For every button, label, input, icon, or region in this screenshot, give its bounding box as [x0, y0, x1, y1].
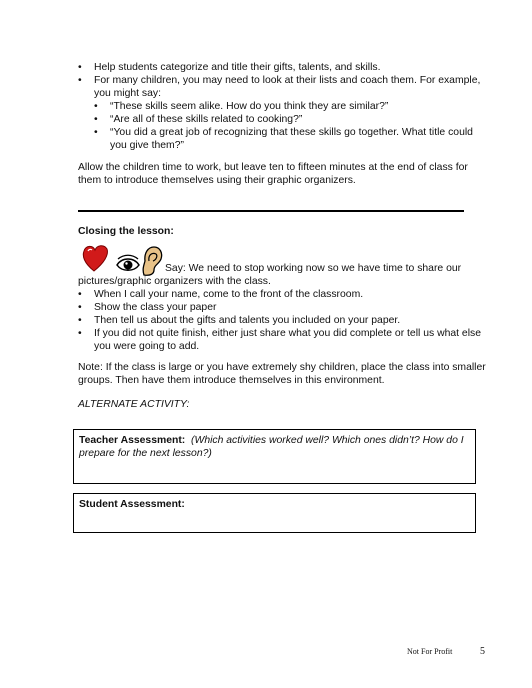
- section-divider: [78, 210, 464, 212]
- list-item: • When I call your name, come to the front of the classroom.: [78, 288, 488, 301]
- note-paragraph: Note: If the class is large or you have extremely shy children, place the class into smaller groups. Then have them introduce themselves in this environment.: [78, 362, 486, 386]
- list-item: • “You did a great job of recognizing that these skills go together. What title could you give them?”: [94, 126, 488, 152]
- page-number: 5: [480, 646, 485, 657]
- list-item: • Help students categorize and title their gifts, talents, and skills.: [78, 61, 488, 74]
- closing-heading: Closing the lesson:: [78, 226, 174, 237]
- teacher-assessment-box[interactable]: [73, 429, 476, 484]
- example-sublist: [94, 100, 488, 152]
- list-item: • Show the class your paper: [78, 301, 488, 314]
- work-paragraph: Allow the children time to work, but leave ten to fifteen minutes at the end of class for them to introduce themselves using their graphic organizers.: [78, 162, 468, 186]
- list-item: • If you did not quite finish, either just share what you did complete or tell us what else you were going to add.: [78, 327, 488, 353]
- top-bullet-list: [78, 61, 488, 152]
- list-item: • “These skills seem alike. How do you think they are similar?”: [94, 100, 488, 113]
- list-item: • For many children, you may need to look at their lists and coach them. For example, you might say: • “These skills seem alike. How do you think they are similar?” • “Are all of these skills related to cooking?” • “You did a great job of recognizing that these skills go together. What title could you give them?”: [78, 74, 488, 152]
- teacher-assessment-label: Teacher Assessment:: [79, 435, 186, 446]
- closing-bullet-list: [78, 288, 488, 353]
- list-item: • “Are all of these skills related to cooking?”: [94, 113, 488, 126]
- student-assessment-box[interactable]: [73, 493, 476, 533]
- list-item: • Then tell us about the gifts and talents you included on your paper.: [78, 314, 488, 327]
- teacher-assessment-prompt: (Which activities worked well? Which ones didn’t? How do I prepare for the next lesson?): [79, 435, 464, 459]
- say-text: Say: We need to stop working now so we have time to share our pictures/graphic organizers with the class.: [78, 263, 462, 287]
- footer-text: Not For Profit: [407, 647, 453, 656]
- student-assessment-label: Student Assessment:: [79, 499, 185, 510]
- alternate-activity-label: ALTERNATE ACTIVITY:: [78, 399, 190, 410]
